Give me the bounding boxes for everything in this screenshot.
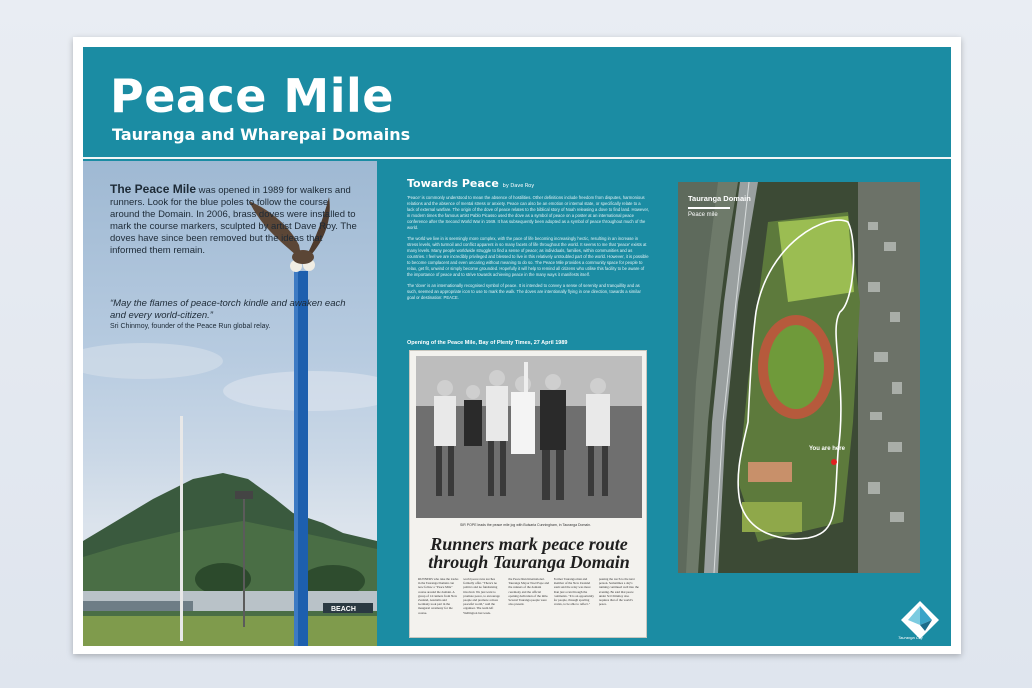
page-subtitle: Tauranga and Wharepai Domains (112, 125, 411, 144)
intro-lead: The Peace Mile (110, 182, 197, 196)
article-heading: Towards Peace (407, 177, 499, 190)
runners-photo-illustration (416, 356, 642, 518)
clipping-column: RUNNERS who take the tracks in the Tauranga Domain can now follow a "Peace Mile" course around the domain. A group of 14 runners from New Zealand, Australia and Germany took part in the inaugural ceremony for the course. (418, 577, 459, 615)
clipping-column: world peace runs torches formally offer. "There's no politics and no fundraising involved. We just want to promote peace, to encourage people and promote a more peaceful world," said the organiser. The team left Wellington last week. (463, 577, 500, 615)
sign-board (73, 37, 961, 654)
page-title: Peace Mile (110, 69, 394, 123)
peace-pole-photo (83, 161, 377, 646)
clipping-photo-caption: SIR POPE leads the peace mile jog with Bulsaria Cunningham, in Tauranga Domain. (460, 523, 592, 527)
article-paragraph: The world we live in is seemingly more complex, with the pace of life becoming increasingly hectic, resulting in an increase in stress levels, with turmoil and conflict apparent in so many facets of life throughout the world. It seems to me that 'peace' exists at many levels. Many people worldwide struggle to find a sense of peace; as individuals, families, within communities and as countries. I feel we are incredibly privileged and blessed to live in this relatively untroubled part of the world. However, it is possible to become complacent and even uncaring without meaning to do so. The Peace Mile provides a community space for people to relax, get fit, unwind or simply become grounded. Hopefully it will help to remind all citizens who utilise this facility to be aware of the importance of peace and to strive towards achieving peace in the many ways it manifests itself. (407, 236, 649, 277)
article-title (407, 177, 649, 190)
map-title: Tauranga Domain (688, 194, 751, 203)
aerial-map (678, 182, 920, 573)
article-body (407, 195, 649, 301)
intro-text (110, 183, 360, 257)
map-title-rule (688, 207, 730, 209)
newspaper-clipping (409, 350, 647, 638)
logo-text: Tauranga City (898, 635, 923, 640)
quote-attribution: Sri Chinmoy, founder of the Peace Run global relay. (110, 323, 271, 330)
clipping-caption: Opening of the Peace Mile, Bay of Plenty Times, 27 April 1989 (407, 340, 568, 346)
header (83, 47, 951, 159)
map-subtitle: Peace mile (688, 212, 718, 218)
clipping-column: passing the torch to the next person. Sometimes a day's running continued well into the evening. Be said that peace under Sri Chinmoy also requires that of the world's peace. (598, 577, 639, 607)
you-are-here-label: You are here (809, 446, 845, 452)
clipping-column: Former Tauranga man and member of the New Zealand team said the relay was more than just a run through the continents. "It is an opportunity for people, through sporting events, to be able to reflect." (553, 577, 594, 607)
aerial-map-image (678, 182, 920, 573)
article (407, 177, 649, 301)
article-paragraph: The 'dove' is an internationally recognised symbol of peace. It is intended to convey a sense of serenity and tranquillity and as such, seemed an appropriate icon to use to mark the walk. The doves are intentionally flying in one direction, towards a similar goal or destination: PEACE. (407, 283, 641, 300)
you-are-here-marker (831, 459, 837, 465)
svg-text:BEACH: BEACH (331, 606, 356, 613)
sign-panel (83, 47, 951, 646)
intro-body: was opened in 1989 for walkers and runners. Look for the blue poles to follow the course around the Domain. In 2006, brass doves were installed to mark the course markers, sculpted by artist Dave Roy. The doves have since been removed but the ideas that informed them remain. (110, 185, 357, 256)
article-paragraph: 'Peace' is commonly understood to mean the absence of hostilities. Other definitions include freedom from disputes, harmonious relations and the absence of mental stress or anxiety. Peace can also be an emotion or internal state, or specifically relate to a lack of external warfare. The origin of the dove of peace relates to the biblical story of Noah releasing a dove to find land. However, in modern times the famous artist Pablo Picasso used the dove as a symbol of peace on a poster at an international peace conference after the Second World War in 1949. It has subsequently been adopted as a symbol of peace throughout much of the world. (407, 195, 650, 230)
clipping-headline: Runners mark peace route through Tauranga Domain (428, 534, 630, 572)
runners-photo (416, 356, 642, 518)
quote: “May the flames of peace-torch kindle and awaken each and every world-citizen.” (110, 298, 346, 321)
article-byline: by Dave Roy (502, 183, 535, 189)
clipping-columns (418, 577, 640, 633)
clipping-column: the Peace Run International. Tauranga Mayor Noel Pope and the runners of the domain ceremony and the official opening dedication of the mile. Several Tauranga people were also present. (508, 577, 550, 607)
